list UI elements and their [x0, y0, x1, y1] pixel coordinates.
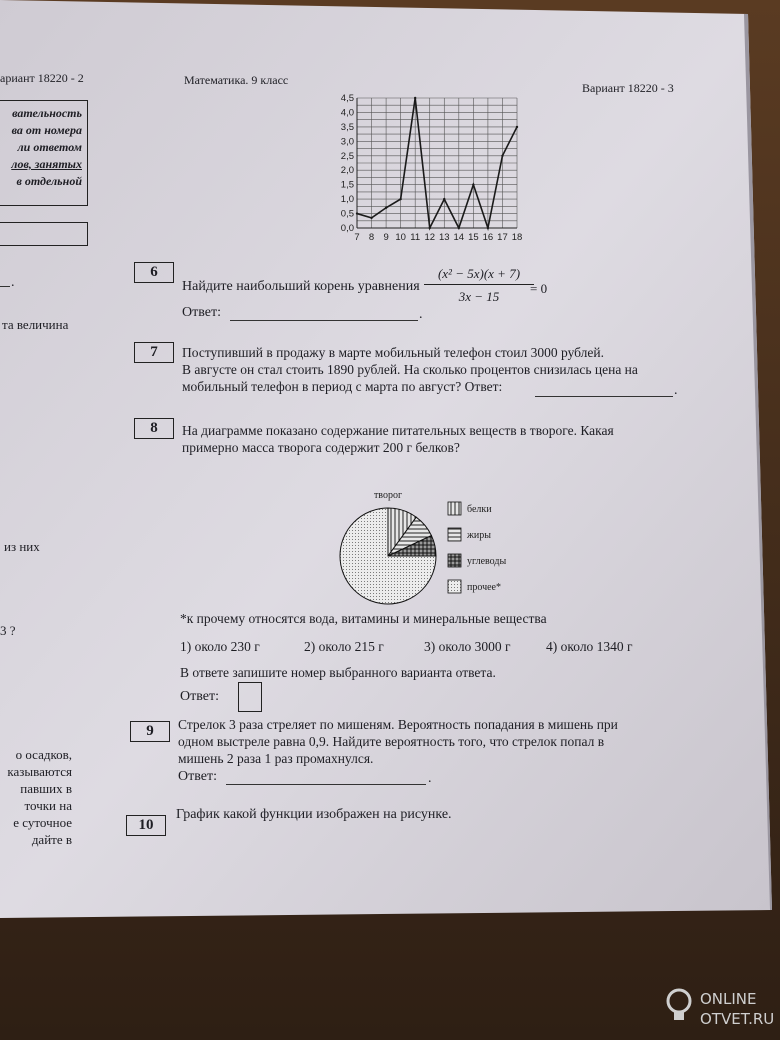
legend-label: прочее*	[467, 582, 501, 593]
data-point	[487, 227, 489, 229]
q8-answer-box[interactable]	[238, 682, 262, 712]
data-point	[472, 183, 474, 185]
osadkov-line: точки на	[24, 798, 72, 813]
legend-swatch	[448, 502, 461, 515]
prev-page-note-text	[4, 105, 82, 190]
q8-line: примерно масса творога содержит 200 г белков?	[182, 440, 460, 455]
page-header-subject: Математика. 9 класс	[184, 73, 289, 87]
q7-text	[182, 344, 682, 395]
q10-text: График какой функции изображен на рисунке.	[176, 807, 452, 822]
legend-label: углеводы	[467, 556, 507, 567]
data-point	[501, 155, 503, 157]
y-tick-label: 0,5	[340, 208, 354, 220]
prev-page-velichina: та величина	[2, 317, 69, 332]
page-header-variant: Вариант 18220 - 3	[582, 81, 674, 95]
q7-answer-field[interactable]	[535, 396, 673, 397]
x-tick-label: 7	[354, 232, 360, 243]
x-tick-label: 8	[368, 232, 375, 243]
osadkov-line: казываются	[7, 764, 72, 779]
q6-answer-end: .	[419, 307, 423, 322]
q9-line: Стрелок 3 раза стреляет по мишеням. Вероятность попадания в мишень при	[178, 717, 618, 732]
q7-answer-end: .	[674, 383, 678, 398]
prev-page-osadkov	[0, 746, 72, 848]
osadkov-line: павших в	[20, 781, 72, 796]
x-tick-label: 10	[395, 232, 406, 243]
osadkov-line: о осадков,	[15, 747, 72, 762]
q8-option-4[interactable]: 4) около 1340 г	[546, 639, 633, 654]
lightbulb-icon	[664, 986, 694, 1026]
task-number-7: 7	[134, 342, 174, 363]
y-tick-label: 4,0	[340, 107, 354, 119]
legend-swatch	[448, 528, 461, 541]
prev-page-iz-nih: из них	[4, 539, 40, 554]
note-line: ли ответом	[17, 140, 82, 154]
x-tick-label: 9	[383, 232, 389, 243]
pie-chart	[330, 484, 530, 614]
osadkov-line: е суточное	[13, 815, 72, 830]
data-point	[414, 97, 416, 99]
note-line: вательность	[12, 106, 82, 120]
task-number-9: 9	[130, 721, 170, 742]
y-tick-label: 0,0	[340, 223, 354, 234]
prev-page-header: ариант 18220 - 2	[0, 71, 84, 85]
data-point	[516, 126, 518, 128]
q6-answer-field[interactable]	[230, 320, 418, 321]
note-line: в отдельной	[16, 174, 82, 188]
data-point	[385, 207, 387, 209]
q9-answer-label: Ответ:	[178, 769, 217, 784]
watermark-line2: OTVET.RU	[700, 1010, 775, 1028]
data-point	[356, 212, 358, 214]
legend-swatch	[448, 580, 461, 593]
q6-denominator: 3x − 15	[458, 289, 500, 304]
legend-label: белки	[467, 504, 492, 515]
task-number-6: 6	[134, 262, 174, 283]
note-line: лов, занятых	[11, 157, 82, 171]
q6-text: Найдите наибольший корень уравнения	[182, 279, 420, 294]
y-tick-label: 1,5	[340, 179, 354, 191]
x-tick-label: 13	[438, 232, 450, 243]
q9-line: мишень 2 раза 1 раз промахнулся.	[178, 751, 374, 766]
q6-numerator: (x² − 5x)(x + 7)	[424, 266, 534, 285]
q8-answer-label: Ответ:	[180, 689, 219, 704]
y-tick-label: 3,5	[340, 121, 354, 133]
q6-equation	[424, 266, 534, 305]
task-number-8: 8	[134, 418, 174, 439]
y-tick-label: 3,0	[340, 136, 354, 148]
prev-page-answer-line	[0, 286, 10, 287]
data-point	[443, 198, 445, 200]
y-tick-label: 2,5	[340, 150, 354, 162]
q8-line: На диаграмме показано содержание питательных веществ в твороге. Какая	[182, 423, 614, 438]
legend-swatch	[448, 554, 461, 567]
q9-line: одном выстреле равна 0,9. Найдите вероятность того, что стрелок попал в	[178, 734, 605, 749]
q7-line: Поступивший в продажу в марте мобильный телефон стоил 3000 рублей.	[182, 345, 605, 360]
watermark-line1: ONLINE	[700, 990, 757, 1008]
x-tick-label: 18	[511, 232, 523, 243]
q8-footnote: *к прочему относятся вода, витамины и минеральные вещества	[180, 611, 547, 626]
legend-label: жиры	[467, 530, 491, 541]
q9-answer-end: .	[428, 771, 432, 786]
x-tick-label: 14	[453, 232, 465, 243]
q6-rhs: = 0	[530, 281, 548, 296]
x-tick-label: 15	[468, 232, 479, 243]
q8-text	[182, 422, 682, 456]
q7-line: В августе он стал стоить 1890 рублей. На сколько процентов снизилась цена на	[182, 362, 638, 377]
data-point	[458, 227, 460, 229]
data-point	[399, 198, 401, 200]
q8-instruction: В ответе запишите номер выбранного варианта ответа.	[180, 665, 496, 680]
y-tick-label: 4,5	[340, 93, 354, 104]
note-line: ва от номера	[11, 123, 82, 137]
q8-option-1[interactable]: 1) около 230 г	[180, 639, 260, 654]
prev-page-answer-box	[0, 222, 88, 246]
y-tick-label: 1,0	[340, 194, 354, 206]
line-chart	[330, 88, 530, 248]
osadkov-line: дайте в	[31, 832, 72, 847]
x-tick-label: 17	[497, 232, 508, 243]
q9-answer-field[interactable]	[226, 784, 426, 785]
q9-text	[178, 716, 698, 767]
data-point	[370, 217, 372, 219]
q7-line: мобильный телефон в период с марта по август? Ответ:	[182, 379, 503, 394]
x-tick-label: 11	[410, 232, 421, 243]
prev-page-dot: .	[11, 275, 15, 290]
y-tick-label: 2,0	[340, 165, 354, 177]
prev-page-three-q: 3 ?	[0, 623, 16, 638]
q8-option-3[interactable]: 3) около 3000 г	[424, 639, 511, 654]
q8-option-2[interactable]: 2) около 215 г	[304, 639, 384, 654]
pie-title: творог	[373, 490, 403, 501]
x-tick-label: 12	[424, 232, 436, 243]
data-point	[429, 227, 431, 229]
x-tick-label: 16	[482, 232, 494, 243]
q6-answer-label: Ответ:	[182, 305, 221, 320]
task-number-10: 10	[126, 815, 166, 836]
